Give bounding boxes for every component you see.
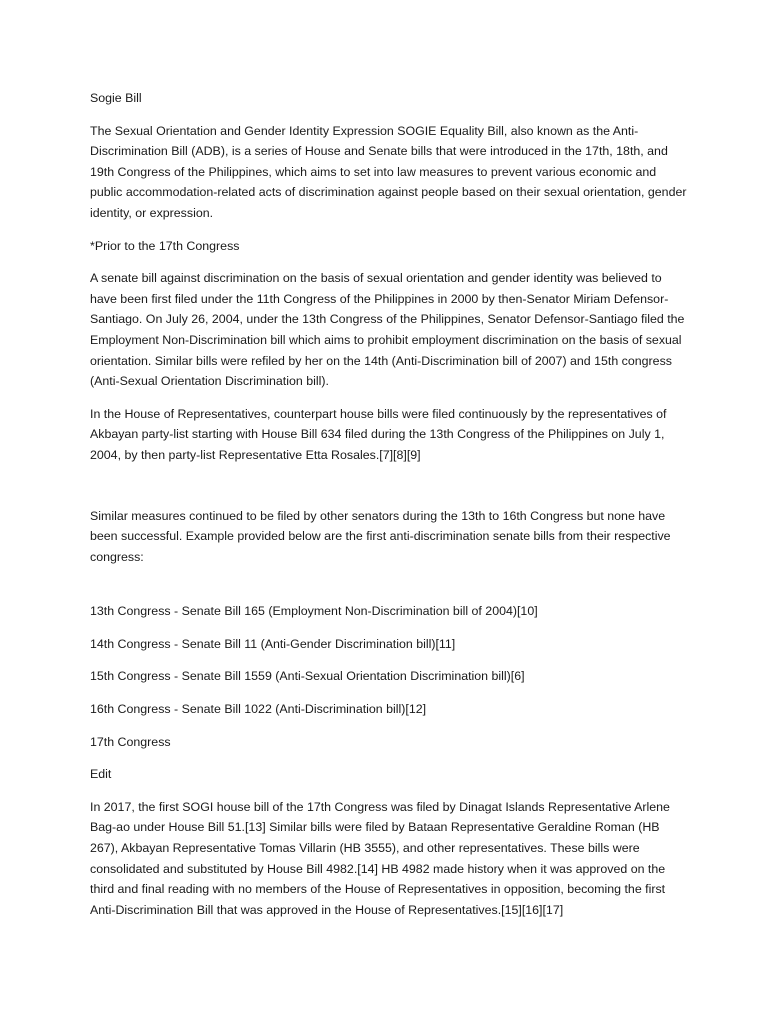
congress17-heading: 17th Congress (90, 734, 171, 749)
prior-heading: *Prior to the 17th Congress (90, 238, 240, 253)
bill-list-item: 13th Congress - Senate Bill 165 (Employment Non-Discrimination bill of 2004)[10] (90, 604, 538, 619)
document-title: Sogie Bill (90, 91, 142, 105)
bill-list-item: 15th Congress - Senate Bill 1559 (Anti-Sexual Orientation Discrimination bill)[6] (90, 669, 525, 684)
prior-senate-paragraph: A senate bill against discrimination on the basis of sexual orientation and gender identity was believed to have been first filed under the 11th Congress of the Philippines in 2000 by then-Senator Miriam Defensor-Santiago. On July 26, 2004, under the 13th Congress of the Philippines, Senator Defensor-Santiago filed the Employment Non-Discrimination bill which aims to prohibit employment discrimination on the basis of sexual orientation. Similar bills were refiled by her on the 14th (Anti-Discrimination bill of 2007) and 15th congress (Anti-Sexual Orientation Discrimination bill). (90, 271, 685, 389)
spacer (90, 478, 690, 506)
bill-list-item: 14th Congress - Senate Bill 11 (Anti-Gender Discrimination bill)[11] (90, 636, 456, 651)
bill-list-item: 16th Congress - Senate Bill 1022 (Anti-Discrimination bill)[12] (90, 702, 427, 717)
intro-paragraph: The Sexual Orientation and Gender Identity Expression SOGIE Equality Bill, also known as the Anti-Discrimination Bill (ADB), is a series of House and Senate bills that were introduced in the 17th, 18th, and 19th Congress of the Philippines, which aims to set into law measures to prevent various economic and public accommodation-related acts of discrimination against people based on their sexual orientation, gender identity, or expression. (90, 123, 687, 220)
congress17-paragraph: In 2017, the first SOGI house bill of the 17th Congress was filed by Dinagat Islands Representative Arlene Bag-ao under House Bill 51.[13] Similar bills were filed by Bataan Representative Geraldine Roman (HB 267), Akbayan Representative Tomas Villarin (HB 3555), and other representatives. These bills were consolidated and substituted by House Bill 4982.[14] HB 4982 made history when it was approved on the third and final reading with no members of the House of Representatives in opposition, becoming the first Anti-Discrimination Bill that was approved in the House of Representatives.[15][16][17] (90, 799, 670, 917)
prior-house-paragraph: In the House of Representatives, counterpart house bills were filed continuously by the representatives of Akbayan party-list starting with House Bill 634 filed during the 13th Congress of the Philippines on July 1, 2004, by then party-list Representative Etta Rosales.[7][8][9] (90, 406, 667, 462)
edit-label: Edit (90, 767, 112, 782)
document-body (90, 88, 690, 932)
spacer (90, 579, 690, 601)
similar-measures-paragraph: Similar measures continued to be filed by other senators during the 13th to 16th Congress but none have been successful. Example provided below are the first anti-discrimination senate bills from their respective congress: (90, 508, 671, 564)
